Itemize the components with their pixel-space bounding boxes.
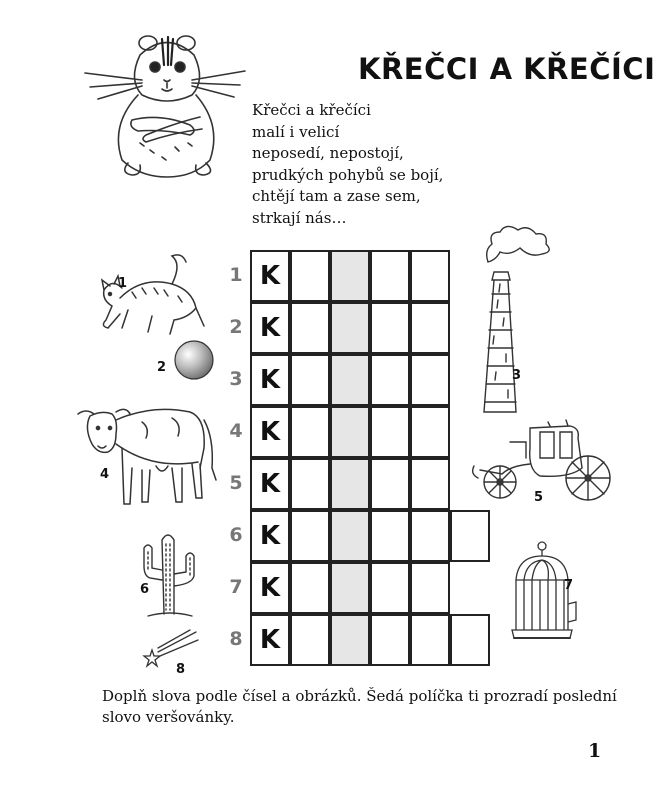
crossword-cell-letter: K [250, 510, 290, 562]
crossword-cell-shaded[interactable] [330, 614, 370, 666]
poem-line: chtějí tam a zase sem, [252, 187, 421, 205]
picture-number: 6 [140, 582, 150, 597]
crossword-cell[interactable] [370, 614, 410, 666]
crossword-cell[interactable] [410, 406, 450, 458]
picture-number: 2 [157, 360, 167, 375]
row-number: 6 [229, 524, 243, 546]
hamster-icon [80, 25, 250, 185]
crossword-cell[interactable] [370, 510, 410, 562]
crossword-cell[interactable] [370, 562, 410, 614]
row-number: 8 [229, 628, 243, 650]
crossword-cell-letter: K [250, 562, 290, 614]
row-number: 5 [229, 472, 243, 494]
poem [252, 100, 443, 229]
crossword-cell[interactable] [410, 250, 450, 302]
picture-number: 3 [512, 368, 522, 383]
crossword-cell-letter: K [250, 250, 290, 302]
poem-line: neposedí, nepostojí, [252, 144, 404, 162]
picture-number: 7 [564, 578, 574, 593]
poem-line: malí i velicí [252, 122, 340, 141]
picture-number: 1 [118, 276, 128, 291]
crossword-cell[interactable] [290, 614, 330, 666]
crossword-cell-shaded[interactable] [330, 250, 370, 302]
crossword-cell[interactable] [370, 458, 410, 510]
crossword-cell-letter: K [250, 302, 290, 354]
crossword-cell-letter: K [250, 406, 290, 458]
crossword-cell-shaded[interactable] [330, 510, 370, 562]
page-title: KŘEČCI A KŘEČÍCI [358, 52, 656, 86]
row-number: 4 [229, 420, 243, 442]
picture-number: 8 [176, 662, 186, 677]
crossword-cell[interactable] [370, 406, 410, 458]
comet-icon [140, 628, 200, 668]
carriage-icon [470, 418, 620, 508]
row-number: 7 [229, 576, 243, 598]
instruction-text: Doplň slova podle čísel a obrázků. Šedá políčka ti prozradí poslední slovo veršovánky. [102, 687, 617, 726]
crossword-cell[interactable] [290, 250, 330, 302]
crossword-cell[interactable] [290, 458, 330, 510]
picture-number: 5 [534, 490, 544, 505]
crossword-cell[interactable] [410, 614, 450, 666]
poem-line: prudkých pohybů se bojí, [252, 165, 444, 184]
crossword-cell[interactable] [370, 302, 410, 354]
crossword-cell[interactable] [290, 510, 330, 562]
crossword-cell[interactable] [450, 510, 490, 562]
ball-icon [172, 338, 216, 382]
crossword-cell[interactable] [450, 614, 490, 666]
cat-icon [92, 248, 212, 338]
crossword-cell-shaded[interactable] [330, 562, 370, 614]
row-number: 2 [229, 316, 243, 338]
poem-line: Křečci a křečíci [252, 101, 371, 119]
crossword-cell[interactable] [290, 562, 330, 614]
crossword-cell-letter: K [250, 458, 290, 510]
crossword-cell[interactable] [370, 250, 410, 302]
cactus-icon [140, 530, 200, 620]
crossword-cell-shaded[interactable] [330, 302, 370, 354]
crossword-cell[interactable] [290, 406, 330, 458]
crossword-cell-shaded[interactable] [330, 458, 370, 510]
crossword-cell[interactable] [410, 302, 450, 354]
row-number: 3 [229, 368, 243, 390]
crossword-cell[interactable] [410, 354, 450, 406]
page-number: 1 [588, 740, 602, 762]
cow-icon [72, 398, 222, 513]
crossword-cell[interactable] [410, 510, 450, 562]
crossword-cell[interactable] [410, 562, 450, 614]
row-number: 1 [229, 264, 243, 286]
crossword-cell-shaded[interactable] [330, 354, 370, 406]
crossword-cell[interactable] [410, 458, 450, 510]
crossword-cell-shaded[interactable] [330, 406, 370, 458]
crossword-cell[interactable] [370, 354, 410, 406]
poem-line: strkají nás… [252, 208, 347, 227]
crossword-cell[interactable] [290, 302, 330, 354]
crossword-cell-letter: K [250, 354, 290, 406]
picture-number: 4 [100, 467, 110, 482]
crossword-cell[interactable] [290, 354, 330, 406]
crossword-cell-letter: K [250, 614, 290, 666]
chimney-icon [470, 222, 560, 417]
